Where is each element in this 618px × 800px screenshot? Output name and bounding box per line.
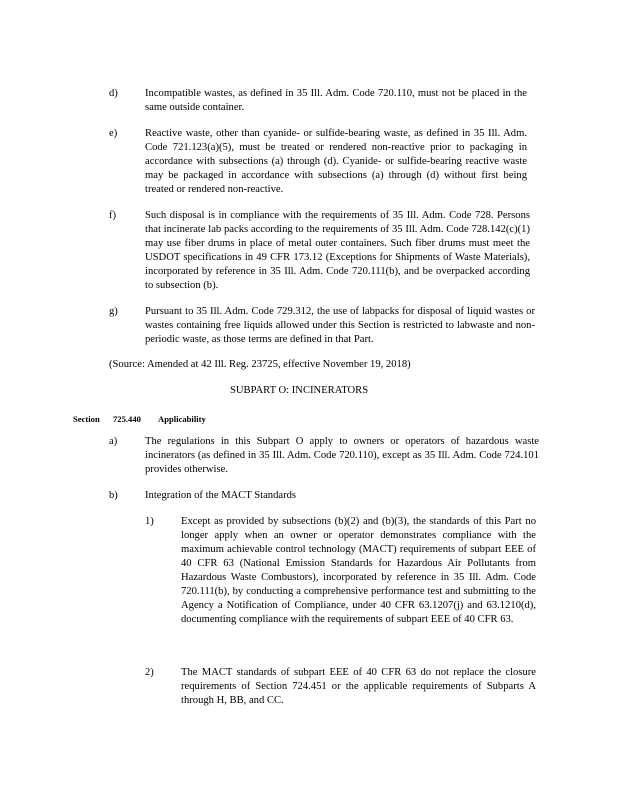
item-text-b: Integration of the MACT Standards: [145, 490, 297, 501]
item-label-g: g): [109, 306, 118, 317]
item-text-a: The regulations in this Subpart O apply to owners or operators of hazardous waste incinerators (as defined in 35 Ill. Adm. Code 720.110), except as 35 Ill. Adm. Code 724.101 provides otherwise.: [145, 436, 539, 475]
section-number: 725.440: [113, 414, 141, 424]
item-label-e: e): [109, 128, 118, 139]
source-note: (Source: Amended at 42 Ill. Reg. 23725, effective November 19, 2018): [109, 359, 411, 370]
item-label-a: a): [109, 436, 118, 447]
item-text-f: Such disposal is in compliance with the requirements of 35 Ill. Adm. Code 728. Persons that incinerate lab packs according to the requirements of 35 Ill. Adm. Code 728.142(c)(1) may use fiber drums in place of metal outer containers. Such fiber drums must meet the USDOT specifications in 49 CFR 173.12 (Exceptions for Shipments of Waste Materials), incorporated by reference in 35 Ill. Adm. Code 720.111(b), and be overpacked according to subsection (b).: [145, 210, 530, 291]
item-label-f: f): [109, 210, 117, 221]
subitem-text-1: Except as provided by subsections (b)(2) and (b)(3), the standards of this Part no longer apply when an owner or operator demonstrates compliance with the maximum achievable control technology (MACT) requirements of subpart EEE of 40 CFR 63 (National Emission Standards for Hazardous Air Pollutants from Hazardous Waste Combustors), incorporated by reference in 35 Ill. Adm. Code 720.111(b), by conducting a comprehensive performance test and submitting to the Agency a Notification of Compliance, under 40 CFR 63.1207(j) and 63.1210(d), documenting compliance with the requirements of subpart EEE of 40 CFR 63.: [181, 516, 536, 625]
item-label-b: b): [109, 490, 118, 501]
subitem-label-1: 1): [145, 516, 154, 527]
section-word: Section: [73, 414, 100, 424]
subitem-text-2: The MACT standards of subpart EEE of 40 CFR 63 do not replace the closure requirements of Section 724.451 or the applicable requirements of Subparts A through H, BB, and CC.: [181, 667, 536, 706]
subpart-title: SUBPART O: INCINERATORS: [230, 385, 369, 396]
item-text-g: Pursuant to 35 Ill. Adm. Code 729.312, the use of labpacks for disposal of liquid wastes or wastes containing free liquids allowed under this Section is restricted to labwaste and non-periodic waste, as those terms are defined in that Part.: [145, 306, 535, 345]
section-title: Applicability: [158, 414, 206, 424]
subitem-label-2: 2): [145, 667, 154, 678]
item-text-d: Incompatible wastes, as defined in 35 Ill. Adm. Code 720.110, must not be placed in the same outside container.: [145, 88, 527, 113]
item-text-e: Reactive waste, other than cyanide- or sulfide-bearing waste, as defined in 35 Ill. Adm. Code 721.123(a)(5), must be treated or rendered non-reactive prior to packaging in accordance with subsections (a) through (d). Cyanide- or sulfide-bearing reactive waste may be packaged in accordance with subsections (a) through (d) without first being treated or rendered non-reactive.: [145, 128, 527, 195]
item-label-d: d): [109, 88, 118, 99]
